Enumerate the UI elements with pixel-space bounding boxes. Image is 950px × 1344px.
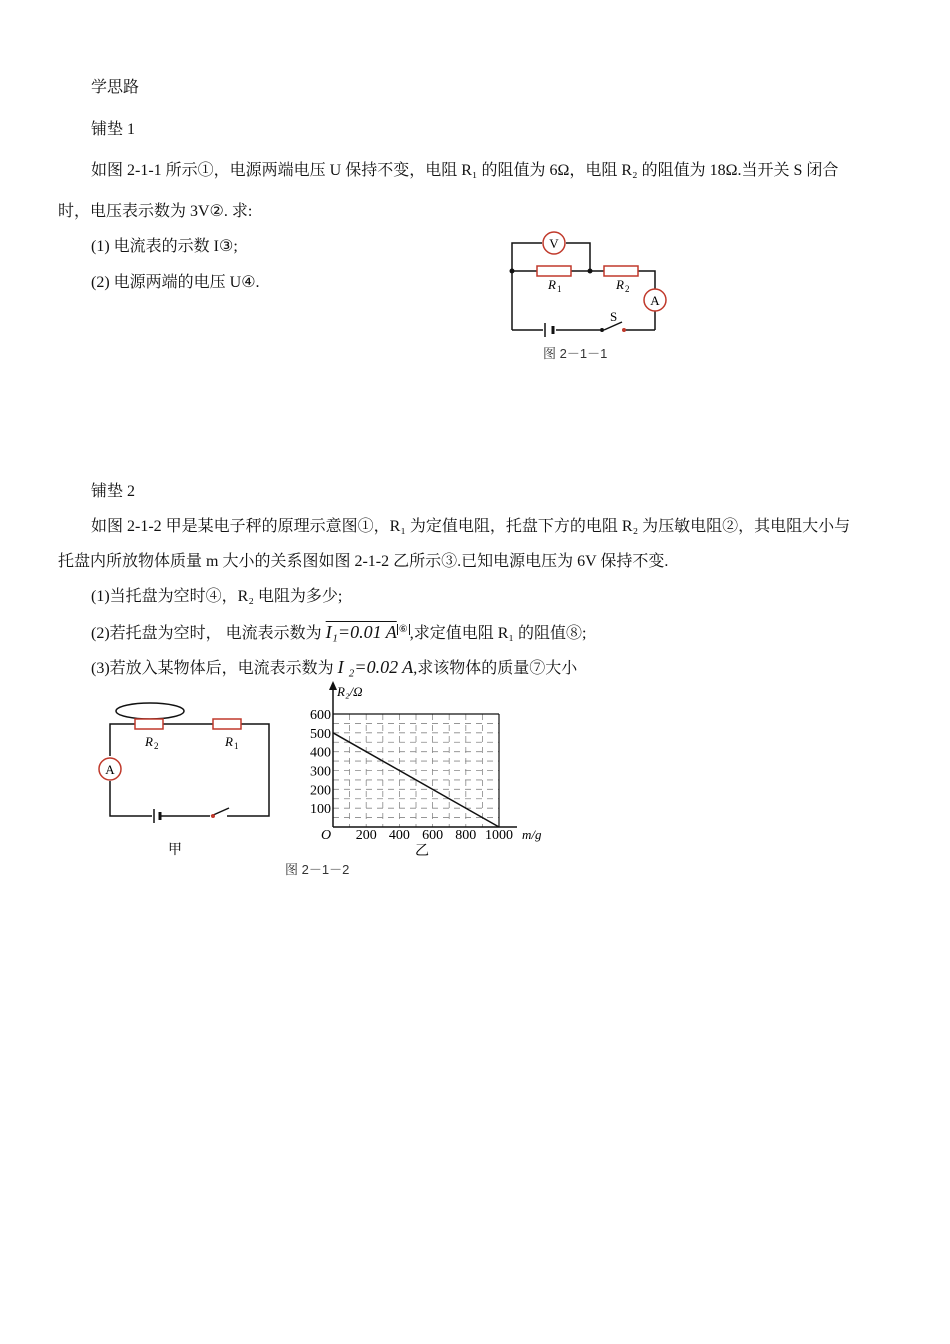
r2-resistor-fig2 xyxy=(135,719,163,729)
section2-q3-pre: (3)若放入某物体后，电流表示数为 xyxy=(91,660,334,677)
chart-ylabel: R₂/Ω xyxy=(337,684,363,699)
chart-xlabel: m/g xyxy=(522,827,542,842)
r2-label-sub: 2 xyxy=(625,284,630,294)
y-tick-label: 600 xyxy=(310,708,331,723)
section2-title: 铺垫 2 xyxy=(91,483,136,500)
r1-resistor-fig2 xyxy=(213,719,241,729)
x-tick-label: 1000 xyxy=(485,828,513,843)
r2-mass-chart xyxy=(285,676,560,861)
section1-title: 铺垫 1 xyxy=(91,121,136,138)
ammeter-label: A xyxy=(650,293,660,308)
ammeter-label-2: A xyxy=(105,762,115,777)
circuit-figure-1 xyxy=(500,228,680,368)
section2-q2-pre: (2)若托盘为空时， 电流表示数为 xyxy=(91,625,322,642)
r2-resistor xyxy=(604,266,638,276)
section1-q2: (2) 电源两端的电压 U④. xyxy=(91,274,260,291)
figure-b-label: 乙 xyxy=(415,842,429,858)
section2-q1: (1)当托盘为空时④，R₂ 电阻为多少; xyxy=(91,588,343,605)
switch-label: S xyxy=(610,309,618,324)
section2-q3-math: I ₂=0.02 A xyxy=(337,657,414,677)
r1-label-sub-fig2: 1 xyxy=(234,741,239,751)
chart-origin: O xyxy=(321,828,332,843)
section1-q1: (1) 电流表的示数 I③; xyxy=(91,238,238,255)
section2-intro-a: 如图 2-1-2 甲是某电子秤的原理示意图①，R₁ 为定值电阻，托盘下方的电阻 R₂ 为压敏电阻②，其电阻大小与 xyxy=(91,518,851,535)
y-tick-label: 300 xyxy=(310,764,331,780)
r1-resistor xyxy=(537,266,571,276)
x-tick-label: 200 xyxy=(355,828,377,843)
y-axis-arrow xyxy=(329,681,337,690)
r2-label-sub-fig2: 2 xyxy=(154,741,159,751)
section2-q2-mark: ⑥ xyxy=(398,624,408,635)
r1-label-fig2: R xyxy=(225,734,233,749)
y-tick-label: 200 xyxy=(310,783,331,799)
x-tick-label: 800 xyxy=(455,828,477,843)
section2-q3-post: ,求该物体的质量⑦大小 xyxy=(413,660,578,677)
section2-intro-b: 托盘内所放物体质量 m 大小的关系图如图 2-1-2 乙所示③.已知电源电压为 6V 保持不变. xyxy=(58,553,669,570)
y-tick-label: 100 xyxy=(310,802,331,818)
section2-q2 xyxy=(91,620,586,644)
section2-q2-math: I₁=0.01 A xyxy=(325,622,397,642)
r2-label-fig2: R xyxy=(145,734,153,749)
scale-tray xyxy=(116,703,184,719)
circuit-figure-2 xyxy=(95,696,280,866)
voltmeter-label: V xyxy=(549,236,559,251)
figure1-caption: 图 2－1－1 xyxy=(543,346,608,361)
x-tick-label: 400 xyxy=(388,828,410,843)
x-tick-label: 600 xyxy=(422,828,444,843)
r1-label-sub: 1 xyxy=(557,284,562,294)
section1-intro-b: 时，电压表示数为 3V②. 求: xyxy=(58,203,253,220)
r2-label: R xyxy=(616,277,624,292)
figure2-caption: 图 2－1－2 xyxy=(285,862,350,877)
doc-heading: 学思路 xyxy=(91,79,140,96)
y-tick-label: 500 xyxy=(310,726,331,742)
y-tick-label: 400 xyxy=(310,745,331,761)
figure-a-label: 甲 xyxy=(168,841,182,857)
section2-q2-post: ,求定值电阻 R₁ 的阻值⑧; xyxy=(409,625,587,642)
r1-label: R xyxy=(548,277,556,292)
section1-intro-a: 如图 2-1-1 所示①，电源两端电压 U 保持不变，电阻 R₁ 的阻值为 6Ω，电阻 R₂ 的阻值为 18Ω.当开关 S 闭合 xyxy=(91,162,839,179)
